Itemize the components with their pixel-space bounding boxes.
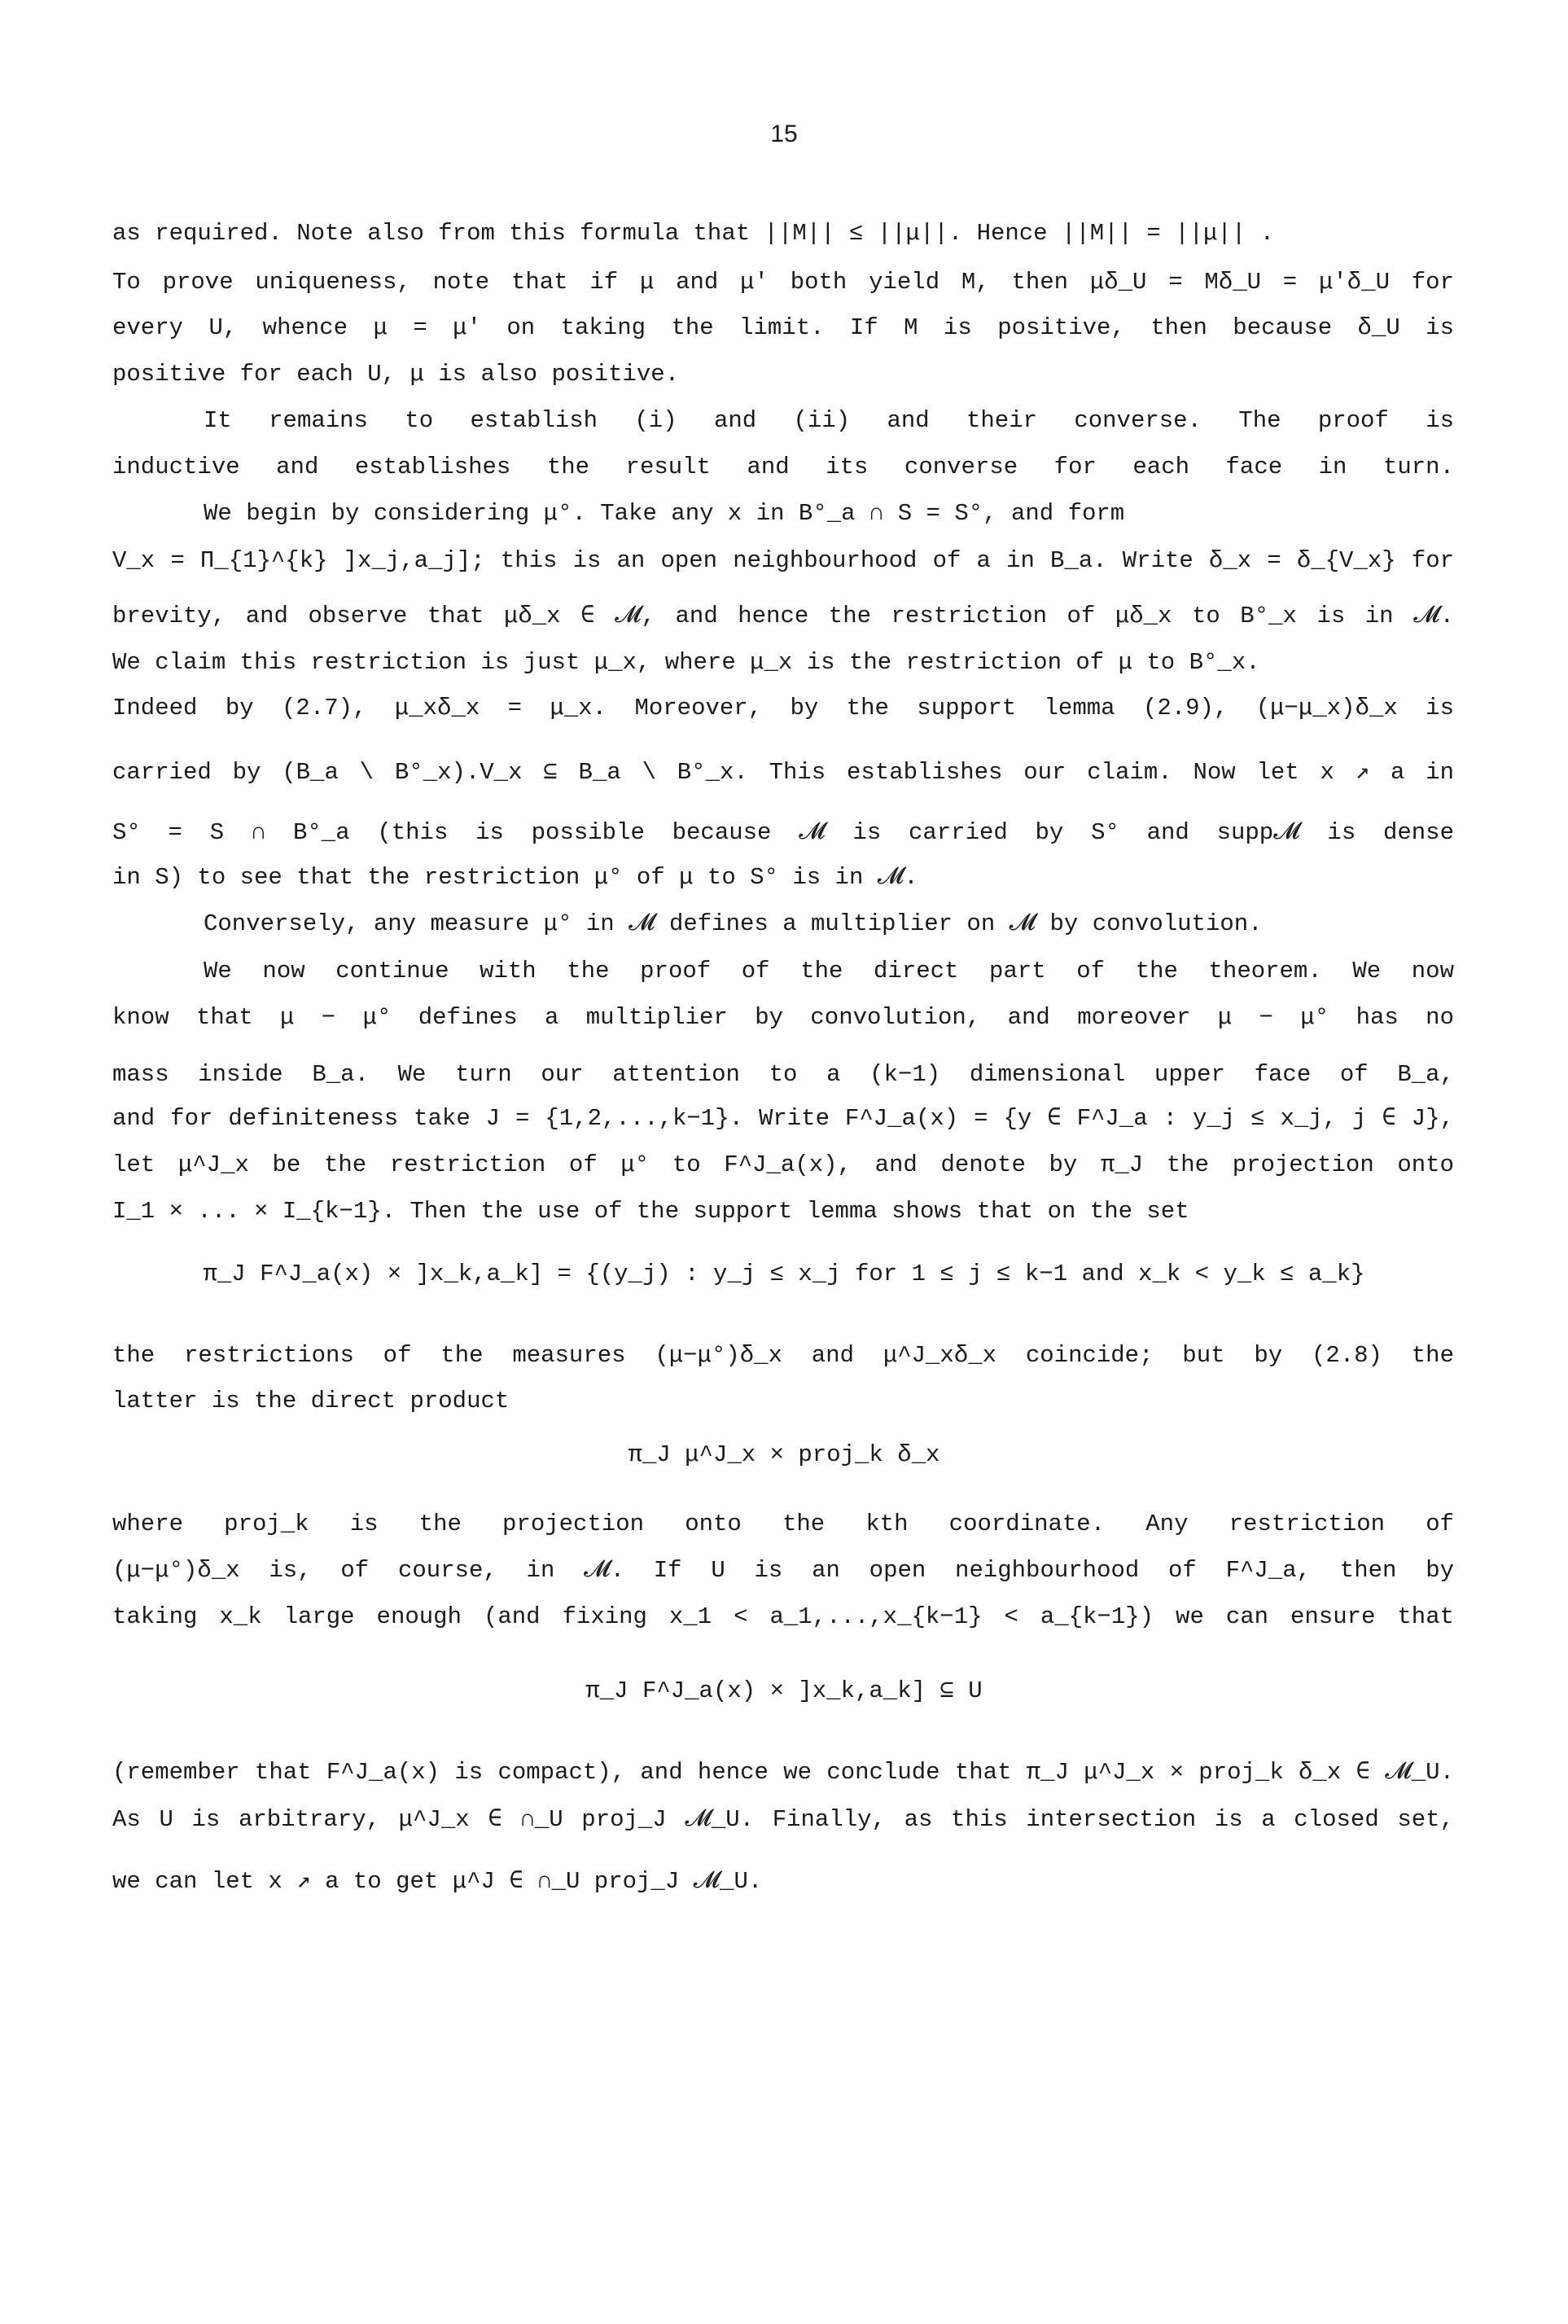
- text-line: As U is arbitrary, μ^J_x ∈ ∩_U proj_J 𝓜_U. Finally, as this intersection is a closed set,: [112, 1806, 1454, 1833]
- text-line: let μ^J_x be the restriction of μ° to F^J_a(x), and denote by π_J the projection onto: [112, 1151, 1454, 1178]
- text-line: positive for each U, μ is also positive.: [112, 361, 680, 388]
- text-line: mass inside B_a. We turn our attention to a (k−1) dimensional upper face of B_a,: [112, 1061, 1454, 1088]
- text-line: know that μ − μ° defines a multiplier by convolution, and moreover μ − μ° has no: [112, 1004, 1454, 1031]
- display-equation: π_J μ^J_x × proj_k δ_x: [628, 1441, 940, 1468]
- text-line: We claim this restriction is just μ_x, where μ_x is the restriction of μ to B°_x.: [112, 649, 1260, 676]
- text-line: Conversely, any measure μ° in 𝓜 defines a multiplier on 𝓜 by convolution.: [204, 910, 1263, 937]
- text-line: every U, whence μ = μ′ on taking the limit. If M is positive, then because δ_U is: [112, 314, 1454, 341]
- display-equation: π_J F^J_a(x) × ]x_k,a_k] ⊆ U: [585, 1677, 983, 1704]
- text-line: S° = S ∩ B°_a (this is possible because 𝓜 is carried by S° and supp𝓜 is dense: [112, 819, 1454, 846]
- text-line: as required. Note also from this formula that ||M|| ≤ ||μ||. Hence ||M|| = ||μ|| .: [112, 220, 1275, 247]
- text-line: Indeed by (2.7), μ_xδ_x = μ_x. Moreover, by the support lemma (2.9), (μ−μ_x)δ_x is: [112, 695, 1454, 721]
- display-equation: π_J F^J_a(x) × ]x_k,a_k] = {(y_j) : y_j ≤ x_j for 1 ≤ j ≤ k−1 and x_k < y_k ≤ a_k}: [203, 1261, 1365, 1287]
- text-line: It remains to establish (i) and (ii) and their converse. The proof is: [204, 407, 1454, 434]
- text-line: and for definiteness take J = {1,2,...,k−1}. Write F^J_a(x) = {y ∈ F^J_a : y_j ≤ x_j, j ∈ J},: [112, 1105, 1454, 1132]
- page-number: 15: [770, 121, 798, 147]
- text-line: latter is the direct product: [112, 1388, 510, 1414]
- text-line: where proj_k is the projection onto the kth coordinate. Any restriction of: [112, 1511, 1454, 1537]
- text-line: We now continue with the proof of the direct part of the theorem. We now: [204, 958, 1454, 984]
- text-line: (remember that F^J_a(x) is compact), and hence we conclude that π_J μ^J_x × proj_k δ_x ∈ 𝓜_U.: [112, 1759, 1454, 1786]
- text-line: in S) to see that the restriction μ° of μ to S° is in 𝓜.: [112, 864, 918, 891]
- text-line: inductive and establishes the result and its converse for each face in turn.: [112, 454, 1454, 480]
- text-line: I_1 × ... × I_{k−1}. Then the use of the support lemma shows that on the set: [112, 1198, 1189, 1225]
- text-line: V_x = Π_{1}^{k} ]x_j,a_j]; this is an open neighbourhood of a in B_a. Write δ_x = δ_{V_x} for: [112, 547, 1454, 574]
- text-line: We begin by considering μ°. Take any x in B°_a ∩ S = S°, and form: [204, 500, 1125, 527]
- text-line: we can let x ↗ a to get μ^J ∈ ∩_U proj_J 𝓜_U.: [112, 1868, 763, 1895]
- text-line: taking x_k large enough (and fixing x_1 < a_1,...,x_{k−1} < a_{k−1}) we can ensure that: [112, 1603, 1454, 1630]
- text-line: To prove uniqueness, note that if μ and μ′ both yield M, then μδ_U = Mδ_U = μ′δ_U for: [112, 269, 1454, 296]
- text-line: the restrictions of the measures (μ−μ°)δ_x and μ^J_xδ_x coincide; but by (2.8) the: [112, 1342, 1454, 1369]
- text-line: carried by (B_a \ B°_x).V_x ⊆ B_a \ B°_x. This establishes our claim. Now let x ↗ a in: [112, 759, 1454, 786]
- text-line: (μ−μ°)δ_x is, of course, in 𝓜. If U is an open neighbourhood of F^J_a, then by: [112, 1557, 1454, 1584]
- text-line: brevity, and observe that μδ_x ∈ 𝓜, and hence the restriction of μδ_x to B°_x is in 𝓜.: [112, 603, 1454, 629]
